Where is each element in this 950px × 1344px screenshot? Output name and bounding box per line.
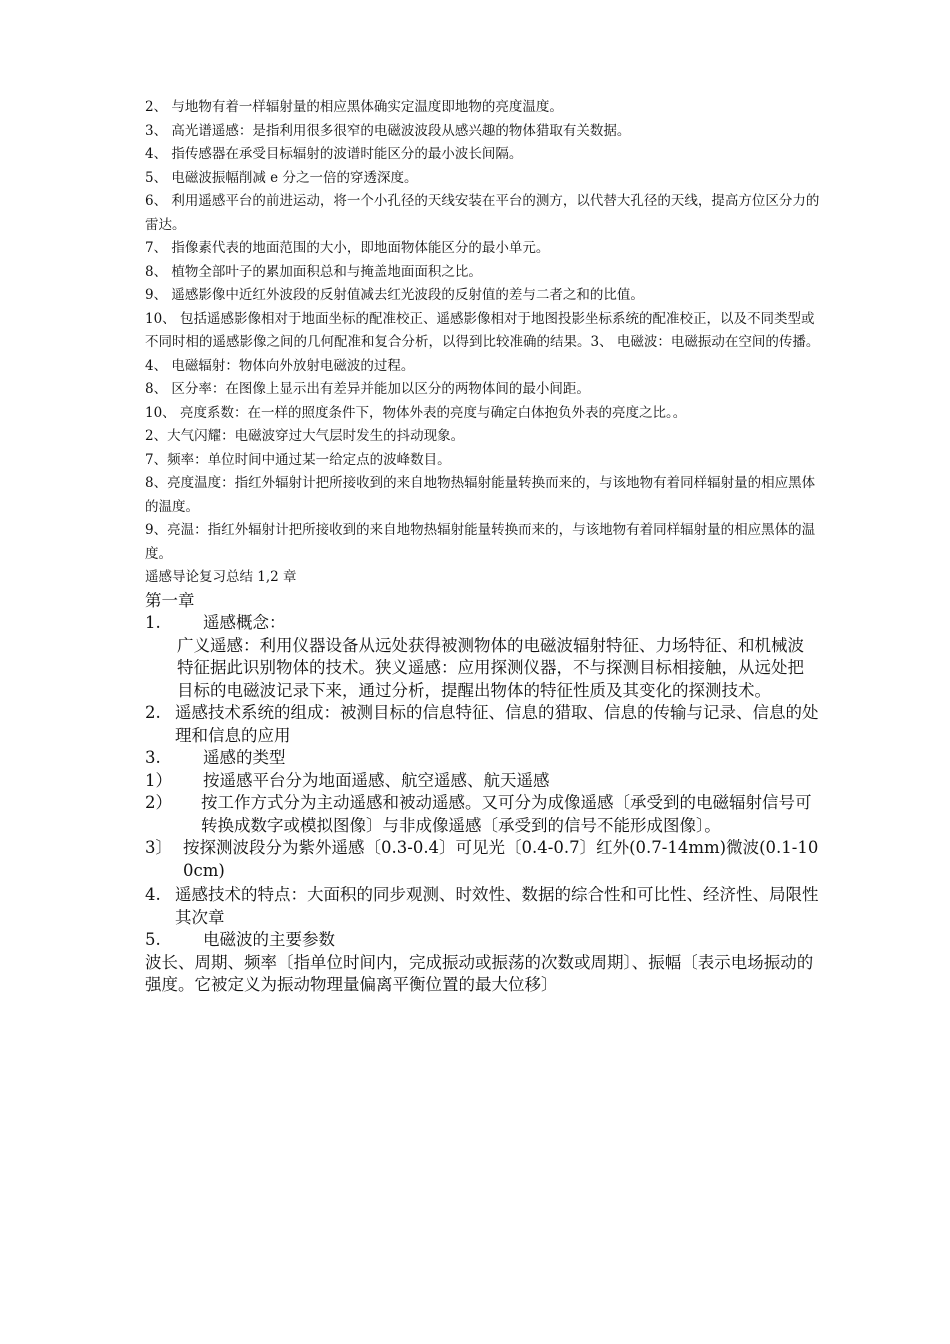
item-3 — [145, 747, 820, 770]
item-text: 遥感的类型 — [203, 748, 286, 767]
item-number: 3〕 — [145, 838, 172, 857]
definition-line: 2、 与地物有着一样辐射量的相应黑体确实定温度即地物的亮度温度。 — [145, 99, 563, 115]
document-page — [145, 96, 820, 997]
definition-line: 6、 利用遥感平台的前进运动，将一个小孔径的天线安装在平台的测方，以代替大孔径的天线，提高方位区分力的雷达。 — [145, 193, 820, 233]
definition-line: 8、 区分率：在图像上显示出有差异并能加以区分的两物体间的最小间距。 — [145, 381, 590, 397]
item-number: 3. — [145, 748, 161, 767]
definition-line: 10、 包括遥感影像相对于地面坐标的配准校正、遥感影像相对于地图投影坐标系统的配准校正，以及不同类型或不同时相的遥感影像之间的几何配准和复合分析，以得到比较准确的结果。3、 电磁波：电磁振动在空间的传播。 — [145, 310, 820, 350]
item-2 — [145, 702, 820, 747]
item-number: 4. — [145, 885, 161, 904]
item-4 — [145, 884, 820, 907]
definition-line: 3、 高光谱遥感：是指利用很多很窄的电磁波波段从感兴趣的物体猎取有关数据。 — [145, 122, 631, 139]
item-text: 遥感技术系统的组成：被测目标的信息特征、信息的猎取、信息的传输与记录、信息的处理和信息的应用 — [175, 703, 819, 745]
item-text: 电磁波的主要参数 — [203, 930, 335, 949]
definition-line: 4、 指传感器在承受目标辐射的波谱时能区分的最小波长间隔。 — [145, 146, 523, 162]
chapter-two-heading: 其次章 — [175, 907, 225, 927]
item-1 — [145, 612, 820, 635]
item-text: 按工作方式分为主动遥感和被动遥感。又可分为成像遥感〔承受到的电磁辐射信号可转换成数字或模拟图像〕与非成像遥感〔承受到的信号不能形成图像〕。 — [201, 793, 812, 835]
item-number: 5. — [145, 930, 161, 949]
definition-line: 8、亮度温度：指红外辐射计把所接收到的来自地物热辐射能量转换而来的，与该地物有着同样辐射量的相应黑体的温度。 — [145, 475, 816, 515]
wave-parameters-paragraph: 波长、周期、频率〔指单位时间内，完成振动或振荡的次数或周期〕、振幅〔表示电场振动的强度。它被定义为振动物理量偏离平衡位置的最大位移〕 — [145, 952, 814, 994]
item-number: 2. — [145, 703, 161, 722]
definition-line: 7、 指像素代表的地面范围的大小，即地面物体能区分的最小单元。 — [145, 240, 550, 256]
definition-line: 4、 电磁辐射：物体向外放射电磁波的过程。 — [145, 357, 415, 374]
item-number: 1） — [145, 770, 172, 790]
definition-line: 7、频率：单位时间中通过某一给定点的波峰数目。 — [145, 451, 451, 468]
definition-line: 9、 遥感影像中近红外波段的反射值减去红光波段的反射值的差与二者之和的比值。 — [145, 287, 644, 303]
item-1-body: 广义遥感：利用仪器设备从远处获得被测物体的电磁波辐射特征、力场特征、和机械波特征据此识别物体的技术。狭义遥感：应用探测仪器，不与探测目标相接触，从远处把目标的电磁波记录下来，通过分析，提醒出物体的特征性质及其变化的探测技术。 — [177, 635, 804, 700]
definition-line: 8、 植物全部叶子的累加面积总和与掩盖地面面积之比。 — [145, 263, 482, 280]
definition-line: 2、大气闪耀：电磁波穿过大气层时发生的抖动现象。 — [145, 428, 465, 444]
item-text: 按遥感平台分为地面遥感、航空遥感、航天遥感 — [203, 770, 550, 790]
item-heading: 遥感概念： — [203, 613, 286, 632]
chapter-one-heading: 第一章 — [145, 590, 195, 610]
item-5 — [145, 929, 820, 952]
item-text: 遥感技术的特点：大面积的同步观测、时效性、数据的综合性和可比性、经济性、局限性 — [175, 885, 819, 904]
item-text: 按探测波段分为紫外遥感〔0.3-0.4〕可见光〔0.4-0.7〕红外(0.7-14mm)微波(0.1-100cm) — [183, 838, 819, 880]
type-2 — [145, 792, 820, 837]
definition-line: 10、 亮度系数：在一样的照度条件下，物体外表的亮度与确定白体抱负外表的亮度之比。。 — [145, 404, 687, 421]
item-number: 1. — [145, 613, 161, 632]
type-3 — [145, 837, 820, 882]
definition-line: 5、 电磁波振幅削减 e 分之一倍的穿透深度。 — [145, 169, 418, 186]
review-title: 遥感导论复习总结 1,2 章 — [145, 569, 297, 585]
type-1 — [145, 770, 820, 793]
definition-line: 9、亮温：指红外辐射计把所接收到的来自地物热辐射能量转换而来的，与该地物有着同样辐射量的相应黑体的温度。 — [145, 522, 816, 562]
item-number: 2） — [145, 793, 172, 812]
